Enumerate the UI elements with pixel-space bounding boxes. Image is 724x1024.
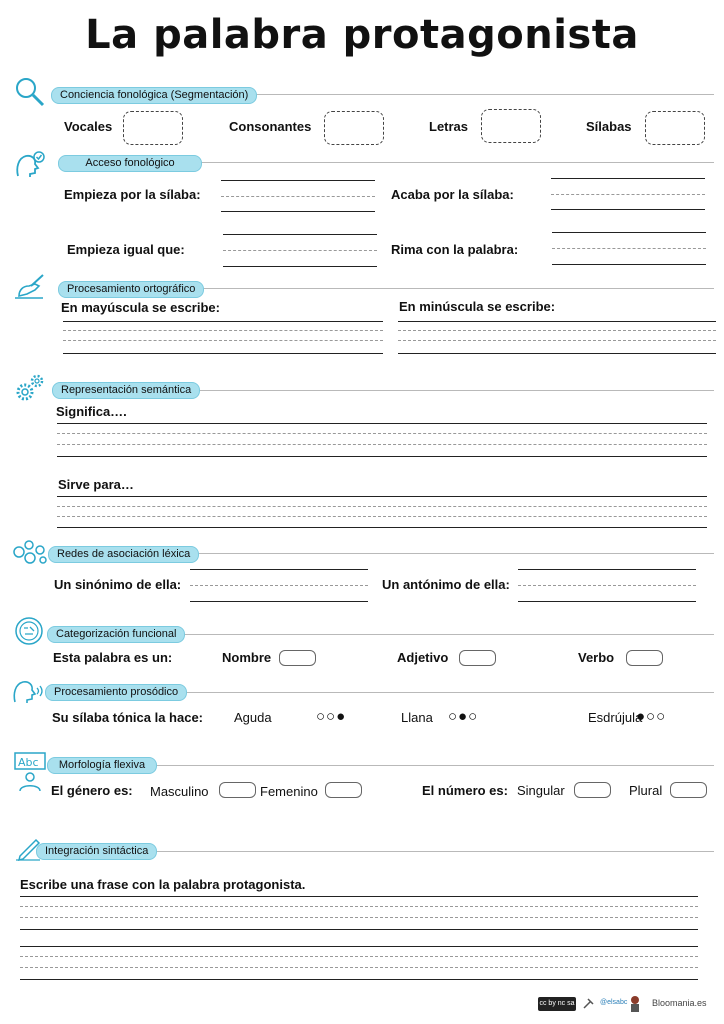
abc-board-icon — [14, 752, 46, 792]
page-title: La palabra protagonista — [85, 12, 639, 58]
label-sinonimo: Un sinónimo de ella: — [54, 577, 182, 592]
label-acaba-silaba: Acaba por la sílaba: — [391, 187, 514, 202]
option-singular: Singular — [517, 783, 565, 798]
gears-icon — [12, 372, 46, 406]
option-llana: Llana — [401, 710, 433, 725]
adjetivo-checkbox[interactable] — [459, 650, 496, 666]
label-adjetivo: Adjetivo — [397, 650, 449, 665]
silabas-box[interactable] — [645, 111, 705, 145]
label-tonica: Su sílaba tónica la hace: — [52, 710, 203, 725]
option-masculino: Masculino — [150, 784, 209, 799]
speaking-head-icon — [14, 150, 46, 178]
consonantes-box[interactable] — [324, 111, 384, 145]
category-circle-icon — [14, 616, 44, 646]
singular-checkbox[interactable] — [574, 782, 611, 798]
label-minuscula: En minúscula se escribe: — [399, 299, 556, 314]
femenino-checkbox[interactable] — [325, 782, 362, 798]
label-esta-palabra: Esta palabra es un: — [53, 650, 173, 665]
section-tag-asociacion: Redes de asociación léxica — [48, 546, 199, 563]
section-tag-conciencia: Conciencia fonológica (Segmentación) — [51, 87, 257, 104]
llana-dots: ○●○ — [448, 708, 479, 725]
label-empieza-silaba: Empieza por la sílaba: — [64, 187, 201, 202]
option-esdrujula: Esdrújula — [588, 710, 643, 725]
label-genero: El género es: — [51, 783, 133, 798]
magnifier-icon — [14, 76, 46, 108]
section-tag-categorizacion: Categorización funcional — [47, 626, 185, 643]
section-tag-morfologia: Morfología flexiva — [47, 757, 157, 774]
license-badge: cc by nc sa — [538, 997, 576, 1011]
label-frase: Escribe una frase con la palabra protagonista. — [20, 877, 306, 892]
footer-handle: @elsabc — [600, 999, 628, 1006]
masculino-checkbox[interactable] — [219, 782, 256, 798]
section-tag-prosodico: Procesamiento prosódico — [45, 684, 187, 701]
section-tag-ortografico: Procesamiento ortográfico — [58, 281, 204, 298]
label-numero: El número es: — [422, 783, 508, 798]
option-femenino: Femenino — [260, 784, 318, 799]
section-tag-semantica: Representación semántica — [52, 382, 200, 399]
section-tag-sintactica: Integración sintáctica — [36, 843, 157, 860]
footer-site: Bloomania.es — [652, 998, 707, 1008]
label-empieza-igual: Empieza igual que: — [67, 242, 185, 257]
label-letras: Letras — [429, 119, 469, 134]
esdrujula-dots: ●○○ — [636, 708, 667, 725]
plural-checkbox[interactable] — [670, 782, 707, 798]
vocales-box[interactable] — [123, 111, 183, 145]
option-plural: Plural — [629, 783, 663, 798]
svg-text:Abc: Abc — [18, 756, 39, 769]
label-sirve: Sirve para… — [58, 477, 134, 492]
section-tag-acceso: Acceso fonológico — [58, 155, 202, 172]
network-bubbles-icon — [12, 538, 48, 566]
speaking-profile-icon — [12, 678, 48, 704]
verbo-checkbox[interactable] — [626, 650, 663, 666]
letras-box[interactable] — [481, 109, 541, 143]
author-avatar-icon — [628, 995, 642, 1013]
label-mayuscula: En mayúscula se escribe: — [61, 300, 220, 315]
tool-icon — [582, 996, 596, 1010]
label-consonantes: Consonantes — [229, 119, 312, 134]
label-silabas: Sílabas — [586, 119, 632, 134]
label-rima: Rima con la palabra: — [391, 242, 519, 257]
label-nombre: Nombre — [222, 650, 272, 665]
label-vocales: Vocales — [64, 119, 113, 134]
label-verbo: Verbo — [578, 650, 615, 665]
nombre-checkbox[interactable] — [279, 650, 316, 666]
writing-hand-icon — [13, 272, 47, 302]
option-aguda: Aguda — [234, 710, 272, 725]
aguda-dots: ○○● — [316, 708, 347, 725]
label-significa: Significa…. — [56, 404, 127, 419]
label-antonimo: Un antónimo de ella: — [382, 577, 510, 592]
